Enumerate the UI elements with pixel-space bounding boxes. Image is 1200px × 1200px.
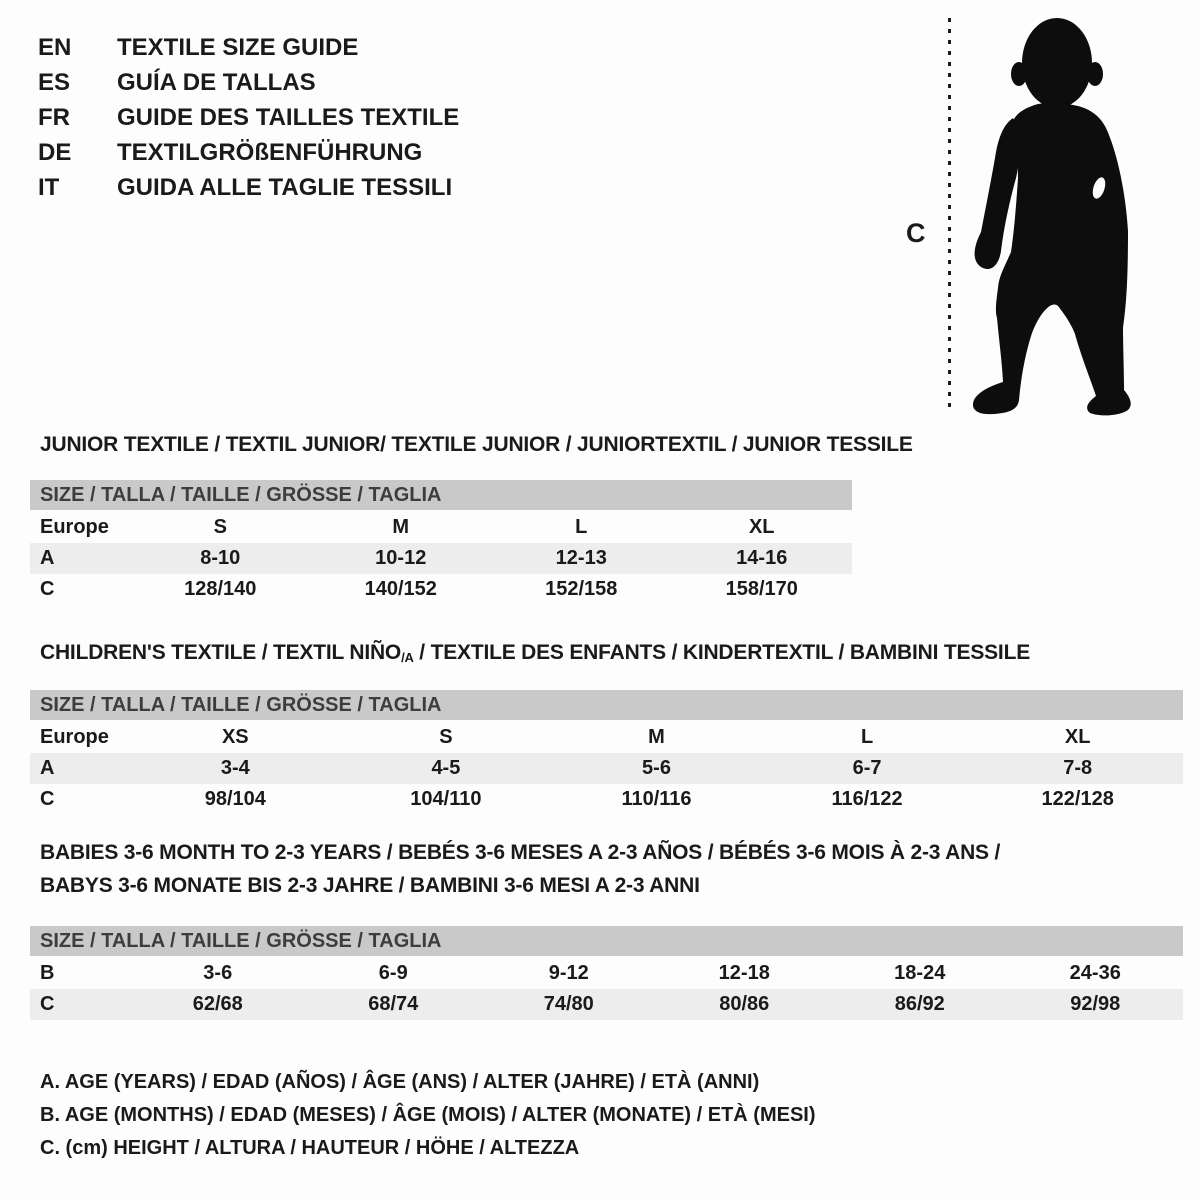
- cell-value: 9-12: [548, 962, 589, 984]
- language-title: GUIDE DES TAILLES TEXTILE: [117, 104, 460, 131]
- table-row: [30, 753, 1183, 784]
- cell-value: 74/80: [543, 993, 594, 1015]
- legend-line-b: B. AGE (MONTHS) / EDAD (MESES) / ÂGE (MOIS) / ALTER (MONATE) / ETÀ (MESI): [40, 1104, 816, 1126]
- cell-value: 104/110: [410, 788, 482, 810]
- cell-value: 122/128: [1041, 788, 1114, 810]
- cell-value: XS: [221, 726, 249, 748]
- section-title-line: BABYS 3-6 MONATE BIS 2-3 JAHRE / BAMBINI 3-6 MESI A 2-3 ANNI: [40, 874, 700, 897]
- language-code: ES: [38, 69, 71, 96]
- cell-value: 128/140: [184, 578, 257, 600]
- cell-value: 62/68: [192, 993, 243, 1015]
- row-label: Europe: [40, 726, 109, 748]
- cell-value: 86/92: [894, 993, 945, 1015]
- language-row: [38, 100, 459, 135]
- table-row: [30, 543, 852, 574]
- row-label: C: [40, 788, 55, 810]
- language-row: [38, 30, 459, 65]
- table-row: [30, 784, 1183, 815]
- height-measure-dashed-line: [948, 18, 951, 414]
- table-row: [30, 989, 1183, 1020]
- table-row: [30, 958, 1183, 989]
- section-title-subscript: /A: [401, 650, 414, 665]
- cell-value: 80/86: [719, 993, 770, 1015]
- row-label: B: [40, 962, 55, 984]
- cell-value: 24-36: [1069, 962, 1121, 984]
- language-row: [38, 170, 459, 205]
- section-title-babies: [40, 836, 1000, 902]
- cell-value: 14-16: [736, 547, 788, 569]
- table-row: [30, 574, 852, 605]
- cell-value: L: [860, 726, 874, 748]
- cell-value: M: [648, 726, 665, 748]
- language-title: GUÍA DE TALLAS: [117, 69, 316, 96]
- language-title: GUIDA ALLE TAGLIE TESSILI: [117, 174, 453, 201]
- cell-value: XL: [1064, 726, 1091, 748]
- cell-value: 10-12: [375, 547, 427, 569]
- row-label: C: [40, 993, 55, 1015]
- babies-size-table: [30, 926, 1183, 1020]
- cell-value: 3-6: [203, 962, 233, 984]
- junior-size-table: [30, 480, 852, 605]
- section-title-junior: JUNIOR TEXTILE / TEXTIL JUNIOR/ TEXTILE JUNIOR / JUNIORTEXTIL / JUNIOR TESSILE: [40, 433, 913, 456]
- size-header-band: SIZE / TALLA / TAILLE / GRÖSSE / TAGLIA: [30, 926, 1183, 956]
- row-label: A: [40, 547, 55, 569]
- height-measure-label: C: [906, 218, 926, 248]
- cell-value: 158/170: [725, 578, 798, 600]
- cell-value: 5-6: [642, 757, 671, 779]
- cell-value: S: [439, 726, 453, 748]
- language-code: DE: [38, 139, 72, 166]
- cell-value: 6-7: [852, 757, 882, 779]
- section-title-line: BABIES 3-6 MONTH TO 2-3 YEARS / BEBÉS 3-6 MESES A 2-3 AÑOS / BÉBÉS 3-6 MOIS À 2-3 ANS /: [40, 841, 1001, 864]
- cell-value: 68/74: [368, 993, 419, 1015]
- language-title: TEXTILGRÖßENFÜHRUNG: [117, 139, 423, 166]
- size-header-band: SIZE / TALLA / TAILLE / GRÖSSE / TAGLIA: [30, 690, 1183, 720]
- section-title-part: / TEXTILE DES ENFANTS / KINDERTEXTIL / BAMBINI TESSILE: [413, 641, 1031, 664]
- legend-line-a: A. AGE (YEARS) / EDAD (AÑOS) / ÂGE (ANS) / ALTER (JAHRE) / ETÀ (ANNI): [40, 1071, 760, 1093]
- section-title-children: [40, 640, 1030, 671]
- cell-value: S: [213, 516, 227, 538]
- legend-line-c: C. (cm) HEIGHT / ALTURA / HAUTEUR / HÖHE / ALTEZZA: [40, 1137, 580, 1159]
- language-code: FR: [38, 104, 70, 131]
- cell-value: L: [575, 516, 588, 538]
- cell-value: 12-13: [555, 547, 607, 569]
- language-row: [38, 135, 459, 170]
- table-row: [30, 512, 852, 543]
- cell-value: 110/116: [621, 788, 692, 810]
- cell-value: 116/122: [831, 788, 903, 810]
- cell-value: 3-4: [220, 757, 250, 779]
- cell-value: 18-24: [894, 962, 946, 984]
- language-code: IT: [38, 174, 60, 201]
- language-row: [38, 65, 459, 100]
- language-title: TEXTILE SIZE GUIDE: [117, 34, 359, 61]
- language-code: EN: [38, 34, 72, 61]
- row-label: A: [40, 757, 55, 779]
- children-size-table: [30, 690, 1183, 815]
- size-header-band: SIZE / TALLA / TAILLE / GRÖSSE / TAGLIA: [30, 480, 852, 510]
- measure-legend: [40, 1066, 816, 1165]
- cell-value: 152/158: [545, 578, 618, 600]
- cell-value: 98/104: [204, 788, 266, 810]
- table-row: [30, 722, 1183, 753]
- language-title-list: [38, 30, 459, 205]
- row-label: C: [40, 578, 55, 600]
- cell-value: 6-9: [378, 962, 408, 984]
- cell-value: 8-10: [200, 547, 241, 569]
- cell-value: 12-18: [718, 962, 770, 984]
- toddler-silhouette-icon: [966, 16, 1152, 418]
- section-title-part: CHILDREN'S TEXTILE / TEXTIL NIÑO: [40, 641, 402, 664]
- cell-value: 92/98: [1070, 993, 1121, 1015]
- cell-value: 140/152: [364, 578, 437, 600]
- cell-value: 4-5: [431, 757, 461, 779]
- row-label: Europe: [40, 516, 109, 538]
- cell-value: XL: [748, 516, 775, 538]
- cell-value: 7-8: [1063, 757, 1093, 779]
- cell-value: M: [392, 516, 410, 538]
